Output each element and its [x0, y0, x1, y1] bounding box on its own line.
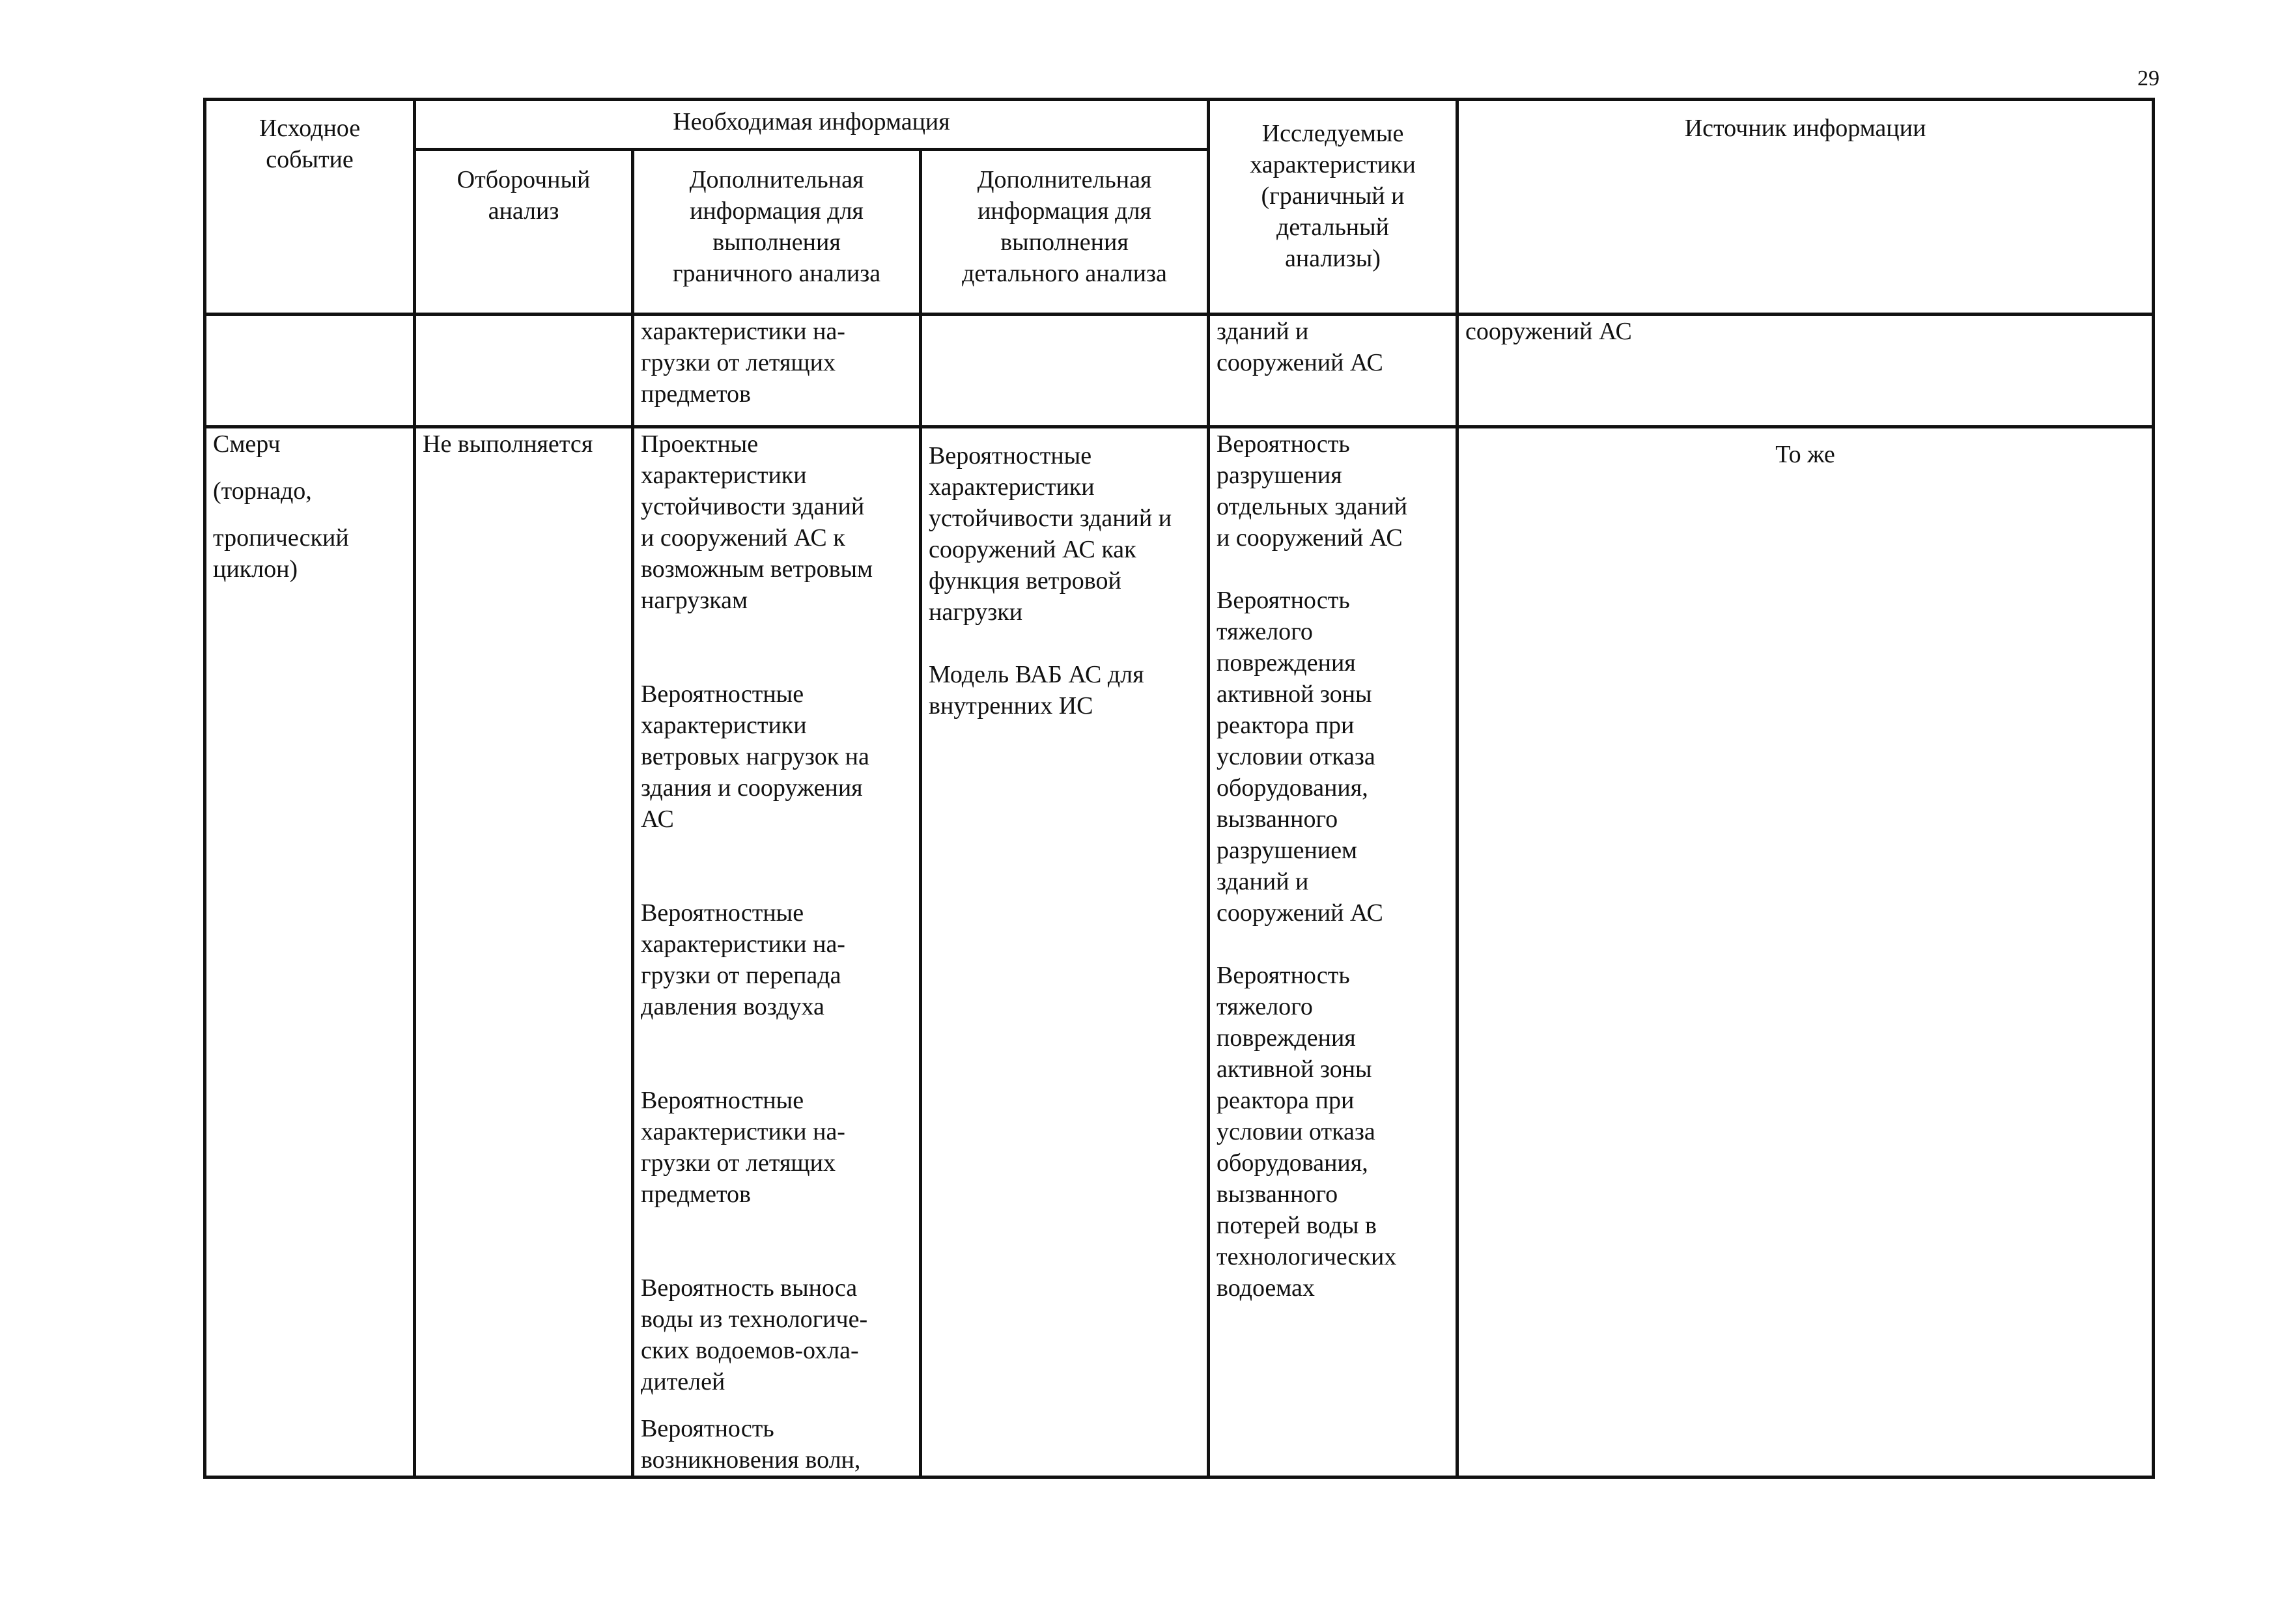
cell-detailed — [921, 315, 1209, 427]
cell-event — [205, 315, 415, 427]
cell-boundary: Проектные характеристики устойчивости зданий и сооружений АС к возможным ветровым нагрузкам Вероятностные характеристики ветровых нагрузок на здания и сооружения АС Вероятностные характеристики на- грузки от перепада давления воздуха Вероятностные характеристики на- грузки от летящих предметов Вероятность выноса воды из технологиче- ских водоемов-охла- дителей Вероятность возникновения волн, — [633, 427, 921, 1477]
cell-characteristics: Вероятность разрушения отдельных зданий и сооружений АС Вероятность тяжелого повреждения активной зоны реактора при условии отказа оборудования, вызванного разрушением зданий и сооружений АС Вероятность тяжелого повреждения активной зоны реактора при условии отказа оборудования, вызванного потерей воды в технологических водоемах — [1209, 427, 1457, 1477]
cell-detailed: Вероятностные характеристики устойчивости зданий и сооружений АС как функция ветровой нагрузки Модель ВАБ АС для внутренних ИС — [921, 427, 1209, 1477]
cell-screening — [415, 315, 633, 427]
cell-source: То же — [1457, 427, 2154, 1477]
cell-event: Смерч (торнадо, тропический циклон) — [205, 427, 415, 1477]
header-additional-boundary: Дополнительная информация для выполнения граничного анализа — [633, 150, 921, 315]
header-initial-event: Исходное событие — [205, 100, 415, 315]
requirements-table — [203, 98, 2155, 1479]
cell-characteristics: зданий и сооружений АС — [1209, 315, 1457, 427]
header-screening: Отборочный анализ — [415, 150, 633, 315]
cell-screening: Не выполняется — [415, 427, 633, 1477]
header-additional-detailed: Дополнительная информация для выполнения детального анализа — [921, 150, 1209, 315]
header-required-info: Необходимая информация — [415, 100, 1209, 150]
page-number: 29 — [2137, 66, 2160, 91]
cell-boundary: характеристики на- грузки от летящих предметов — [633, 315, 921, 427]
header-source: Источник информации — [1457, 100, 2154, 315]
cell-source: сооружений АС — [1457, 315, 2154, 427]
table-row — [205, 315, 2154, 427]
table-row — [205, 427, 2154, 1477]
header-studied-characteristics: Исследуемые характеристики (граничный и детальный анализы) — [1209, 100, 1457, 315]
